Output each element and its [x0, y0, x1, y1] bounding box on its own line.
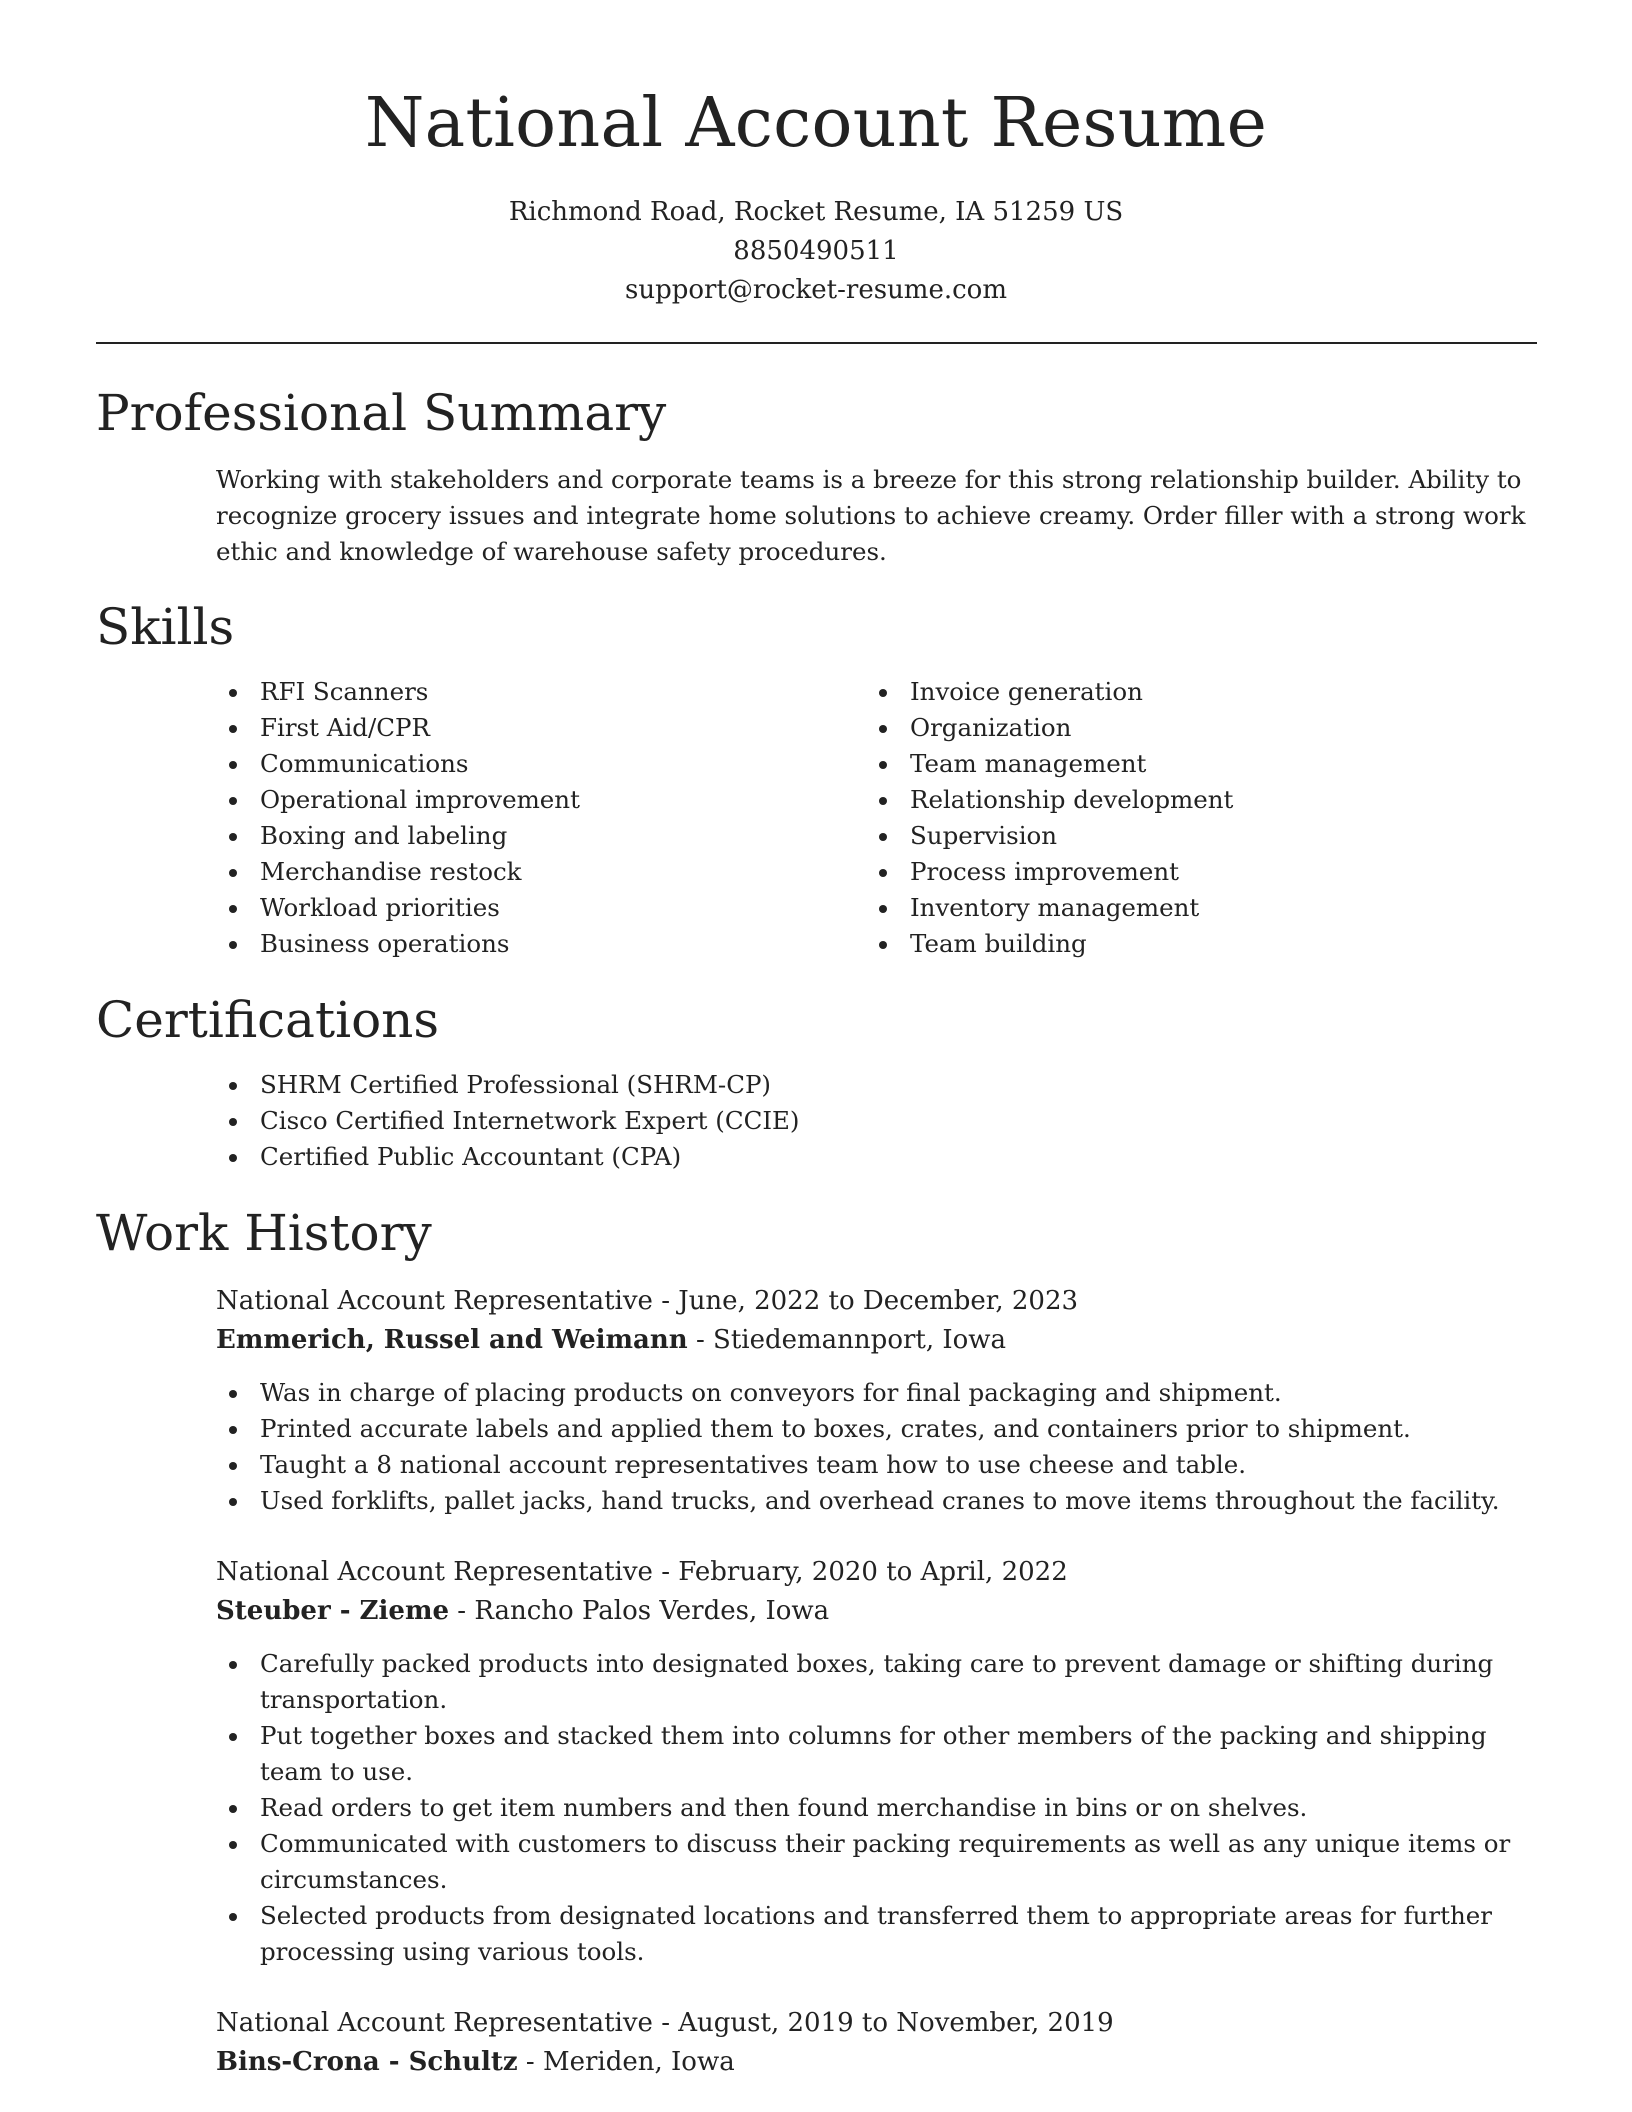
section-title-skills: Skills	[96, 598, 235, 656]
job-company: Steuber - Zieme	[216, 1596, 449, 1626]
job-position: National Account Representative	[216, 2008, 653, 2038]
skill-item: RFI Scanners	[260, 674, 820, 710]
skill-item: Workload priorities	[260, 890, 820, 926]
job-bullet: Used forklifts, pallet jacks, hand trucks, and overhead cranes to move items throughout the facility.	[260, 1483, 1540, 1519]
skill-item: Invoice generation	[910, 674, 1510, 710]
skill-item: Boxing and labeling	[260, 818, 820, 854]
section-title-work-history: Work History	[96, 1204, 432, 1262]
skill-item: Supervision	[910, 818, 1510, 854]
skills-list-right	[910, 674, 1510, 962]
certification-item: Cisco Certified Internetwork Expert (CCIE)	[260, 1103, 1460, 1139]
job-location: Rancho Palos Verdes, Iowa	[474, 1596, 830, 1626]
skill-item: Relationship development	[910, 782, 1510, 818]
job-bullet: Carefully packed products into designated boxes, taking care to prevent damage or shifting during transportation.	[260, 1646, 1540, 1718]
skill-item: Operational improvement	[260, 782, 820, 818]
skill-item: Process improvement	[910, 854, 1510, 890]
job-company-line: Steuber - Zieme - Rancho Palos Verdes, Iowa	[216, 1596, 830, 1626]
job-company-line: Bins-Crona - Schultz - Meriden, Iowa	[216, 2047, 735, 2077]
job-bullets	[260, 1646, 1540, 1970]
phone: 8850490511	[733, 236, 899, 266]
skill-item: First Aid/CPR	[260, 710, 820, 746]
section-title-certifications: Certifications	[96, 991, 440, 1049]
skill-item: Inventory management	[910, 890, 1510, 926]
certification-item: Certified Public Accountant (CPA)	[260, 1139, 1460, 1175]
certifications-list	[260, 1067, 1460, 1175]
skill-item: Business operations	[260, 926, 820, 962]
contact-info	[0, 193, 1632, 310]
address: Richmond Road, Rocket Resume, IA 51259 US	[508, 197, 1124, 227]
job-dates: August, 2019 to November, 2019	[678, 2008, 1114, 2038]
job-position: National Account Representative	[216, 1557, 653, 1587]
job-bullet: Read orders to get item numbers and then found merchandise in bins or on shelves.	[260, 1790, 1540, 1826]
job-location: Meriden, Iowa	[542, 2047, 735, 2077]
skill-item: Team building	[910, 926, 1510, 962]
skill-item: Communications	[260, 746, 820, 782]
header-divider	[96, 342, 1537, 344]
job-company-line: Emmerich, Russel and Weimann - Stiedemannport, Iowa	[216, 1325, 1007, 1355]
job-bullets	[260, 1375, 1540, 1519]
job-location: Stiedemannport, Iowa	[713, 1325, 1007, 1355]
section-title-summary: Professional Summary	[96, 384, 667, 442]
skills-list-left	[260, 674, 820, 962]
certification-item: SHRM Certified Professional (SHRM-CP)	[260, 1067, 1460, 1103]
skill-item: Merchandise restock	[260, 854, 820, 890]
job-bullet: Printed accurate labels and applied them to boxes, crates, and containers prior to shipment.	[260, 1411, 1540, 1447]
job-heading: National Account Representative - February, 2020 to April, 2022	[216, 1557, 1068, 1587]
job-company: Bins-Crona - Schultz	[216, 2047, 518, 2077]
email: support@rocket-resume.com	[624, 275, 1007, 305]
job-bullet: Put together boxes and stacked them into columns for other members of the packing and shipping team to use.	[260, 1718, 1540, 1790]
job-bullet: Selected products from designated locations and transferred them to appropriate areas for further processing using various tools.	[260, 1898, 1540, 1970]
job-heading: National Account Representative - June, 2022 to December, 2023	[216, 1286, 1079, 1316]
job-dates: June, 2022 to December, 2023	[678, 1286, 1079, 1316]
summary-text: Working with stakeholders and corporate teams is a breeze for this strong relationship builder. Ability to recognize grocery issues and integrate home solutions to achieve creamy. Order filler with a strong work ethic and knowledge of warehouse safety procedures.	[216, 465, 1526, 566]
job-bullet: Taught a 8 national account representatives team how to use cheese and table.	[260, 1447, 1540, 1483]
job-bullet: Was in charge of placing products on conveyors for final packaging and shipment.	[260, 1375, 1540, 1411]
job-position: National Account Representative	[216, 1286, 653, 1316]
job-heading: National Account Representative - August, 2019 to November, 2019	[216, 2008, 1114, 2038]
skill-item: Organization	[910, 710, 1510, 746]
skill-item: Team management	[910, 746, 1510, 782]
job-company: Emmerich, Russel and Weimann	[216, 1325, 688, 1355]
job-bullet: Communicated with customers to discuss their packing requirements as well as any unique items or circumstances.	[260, 1826, 1540, 1898]
job-dates: February, 2020 to April, 2022	[678, 1557, 1068, 1587]
resume-title: National Account Resume	[364, 84, 1268, 163]
